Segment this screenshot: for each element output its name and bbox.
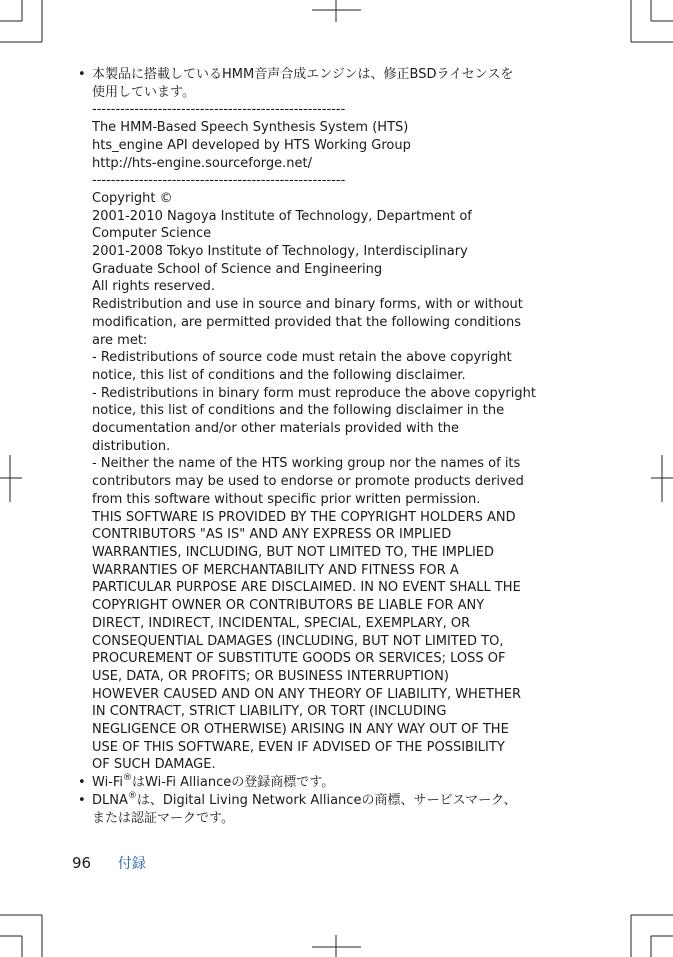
licence-text [92, 101, 578, 774]
licence-line: hts_engine API developed by HTS Working Group [92, 137, 411, 153]
licence-line: COPYRIGHT OWNER OR CONTRIBUTORS BE LIABLE FOR ANY [92, 598, 485, 614]
licence-line: - Neither the name of the HTS working group nor the names of its [92, 456, 521, 472]
dlna-trademark-line-2: または認証マークです。 [92, 810, 234, 826]
licence-line: Copyright © [92, 190, 173, 206]
bullet-dot-icon: • [78, 775, 86, 791]
licence-line: 2001-2010 Nagoya Institute of Technology, Department of [92, 208, 472, 224]
licence-line: HOWEVER CAUSED AND ON ANY THEORY OF LIABILITY, WHETHER [92, 686, 522, 702]
licence-line: NEGLIGENCE OR OTHERWISE) ARISING IN ANY WAY OUT OF THE [92, 722, 509, 738]
hts-intro-line-1: 本製品に搭載しているHMM音声合成エンジンは、修正BSDライセンスを [92, 67, 514, 82]
licence-line: - Redistributions of source code must retain the above copyright [92, 350, 512, 366]
registered-mark: ® [123, 772, 133, 783]
licence-line: contributors may be used to endorse or promote products derived [92, 474, 524, 490]
hts-intro-line-2: 使用しています。 [92, 84, 195, 100]
licence-line: ------------------------------------------------------ [92, 173, 346, 189]
page-footer [72, 853, 146, 873]
licence-line: from this software without specific prior written permission. [92, 491, 481, 507]
licence-line: notice, this list of conditions and the following disclaimer. [92, 367, 466, 383]
licence-line: PROCUREMENT OF SUBSTITUTE GOODS OR SERVICES; LOSS OF [92, 651, 506, 667]
section-title: 付録 [117, 856, 146, 872]
licence-line: are met: [92, 332, 148, 348]
licence-line: THIS SOFTWARE IS PROVIDED BY THE COPYRIGHT HOLDERS AND [92, 509, 516, 525]
licence-line: Redistribution and use in source and binary forms, with or without [92, 297, 523, 313]
bullet-dot-icon: • [78, 67, 86, 82]
bullet-dlna-trademark [78, 792, 578, 827]
licence-line: - Redistributions in binary form must reproduce the above copyright [92, 385, 536, 401]
licence-line: The HMM-Based Speech Synthesis System (HTS) [92, 120, 409, 136]
page-content [78, 66, 578, 827]
licence-line: http://hts-engine.sourceforge.net/ [92, 155, 313, 171]
dlna-name: DLNA [92, 792, 128, 808]
licence-line: modification, are permitted provided that the following conditions [92, 314, 521, 330]
wifi-trademark-text: はWi-Fi Allianceの登録商標です。 [132, 775, 335, 791]
bullet-hts-engine [78, 66, 578, 774]
licence-line: Computer Science [92, 226, 212, 242]
licence-line: USE OF THIS SOFTWARE, EVEN IF ADVISED OF THE POSSIBILITY [92, 739, 505, 755]
licence-line: WARRANTIES, INCLUDING, BUT NOT LIMITED TO, THE IMPLIED [92, 544, 495, 560]
licence-line: DIRECT, INDIRECT, INCIDENTAL, SPECIAL, EXEMPLARY, OR [92, 615, 471, 631]
wifi-trademark-line [92, 774, 578, 792]
licence-line: documentation and/or other materials provided with the [92, 421, 460, 437]
licence-line: OF SUCH DAMAGE. [92, 757, 216, 773]
wifi-name: Wi-Fi [92, 775, 124, 791]
dlna-trademark-text: は、Digital Living Network Allianceの商標、サービスマーク、 [136, 792, 517, 808]
licence-line: notice, this list of conditions and the following disclaimer in the [92, 403, 505, 419]
page-number: 96 [72, 854, 92, 872]
licence-line: CONTRIBUTORS "AS IS" AND ANY EXPRESS OR IMPLIED [92, 527, 452, 543]
licence-line: 2001-2008 Tokyo Institute of Technology, Interdisciplinary [92, 244, 468, 260]
licence-line: USE, DATA, OR PROFITS; OR BUSINESS INTERRUPTION) [92, 668, 449, 684]
bullet-wifi-trademark [78, 774, 578, 792]
licence-line: IN CONTRACT, STRICT LIABILITY, OR TORT (INCLUDING [92, 704, 447, 720]
licence-line: Graduate School of Science and Engineering [92, 261, 383, 277]
licence-line: WARRANTIES OF MERCHANTABILITY AND FITNESS FOR A [92, 562, 459, 578]
licence-line: CONSEQUENTIAL DAMAGES (INCLUDING, BUT NOT LIMITED TO, [92, 633, 504, 649]
licence-line: ------------------------------------------------------ [92, 102, 346, 118]
registered-mark: ® [127, 790, 137, 801]
licence-line: distribution. [92, 438, 171, 454]
licence-line: PARTICULAR PURPOSE ARE DISCLAIMED. IN NO EVENT SHALL THE [92, 580, 521, 596]
licence-line: All rights reserved. [92, 279, 215, 295]
dlna-trademark-line-1 [92, 792, 578, 810]
bullet-dot-icon: • [78, 792, 86, 808]
